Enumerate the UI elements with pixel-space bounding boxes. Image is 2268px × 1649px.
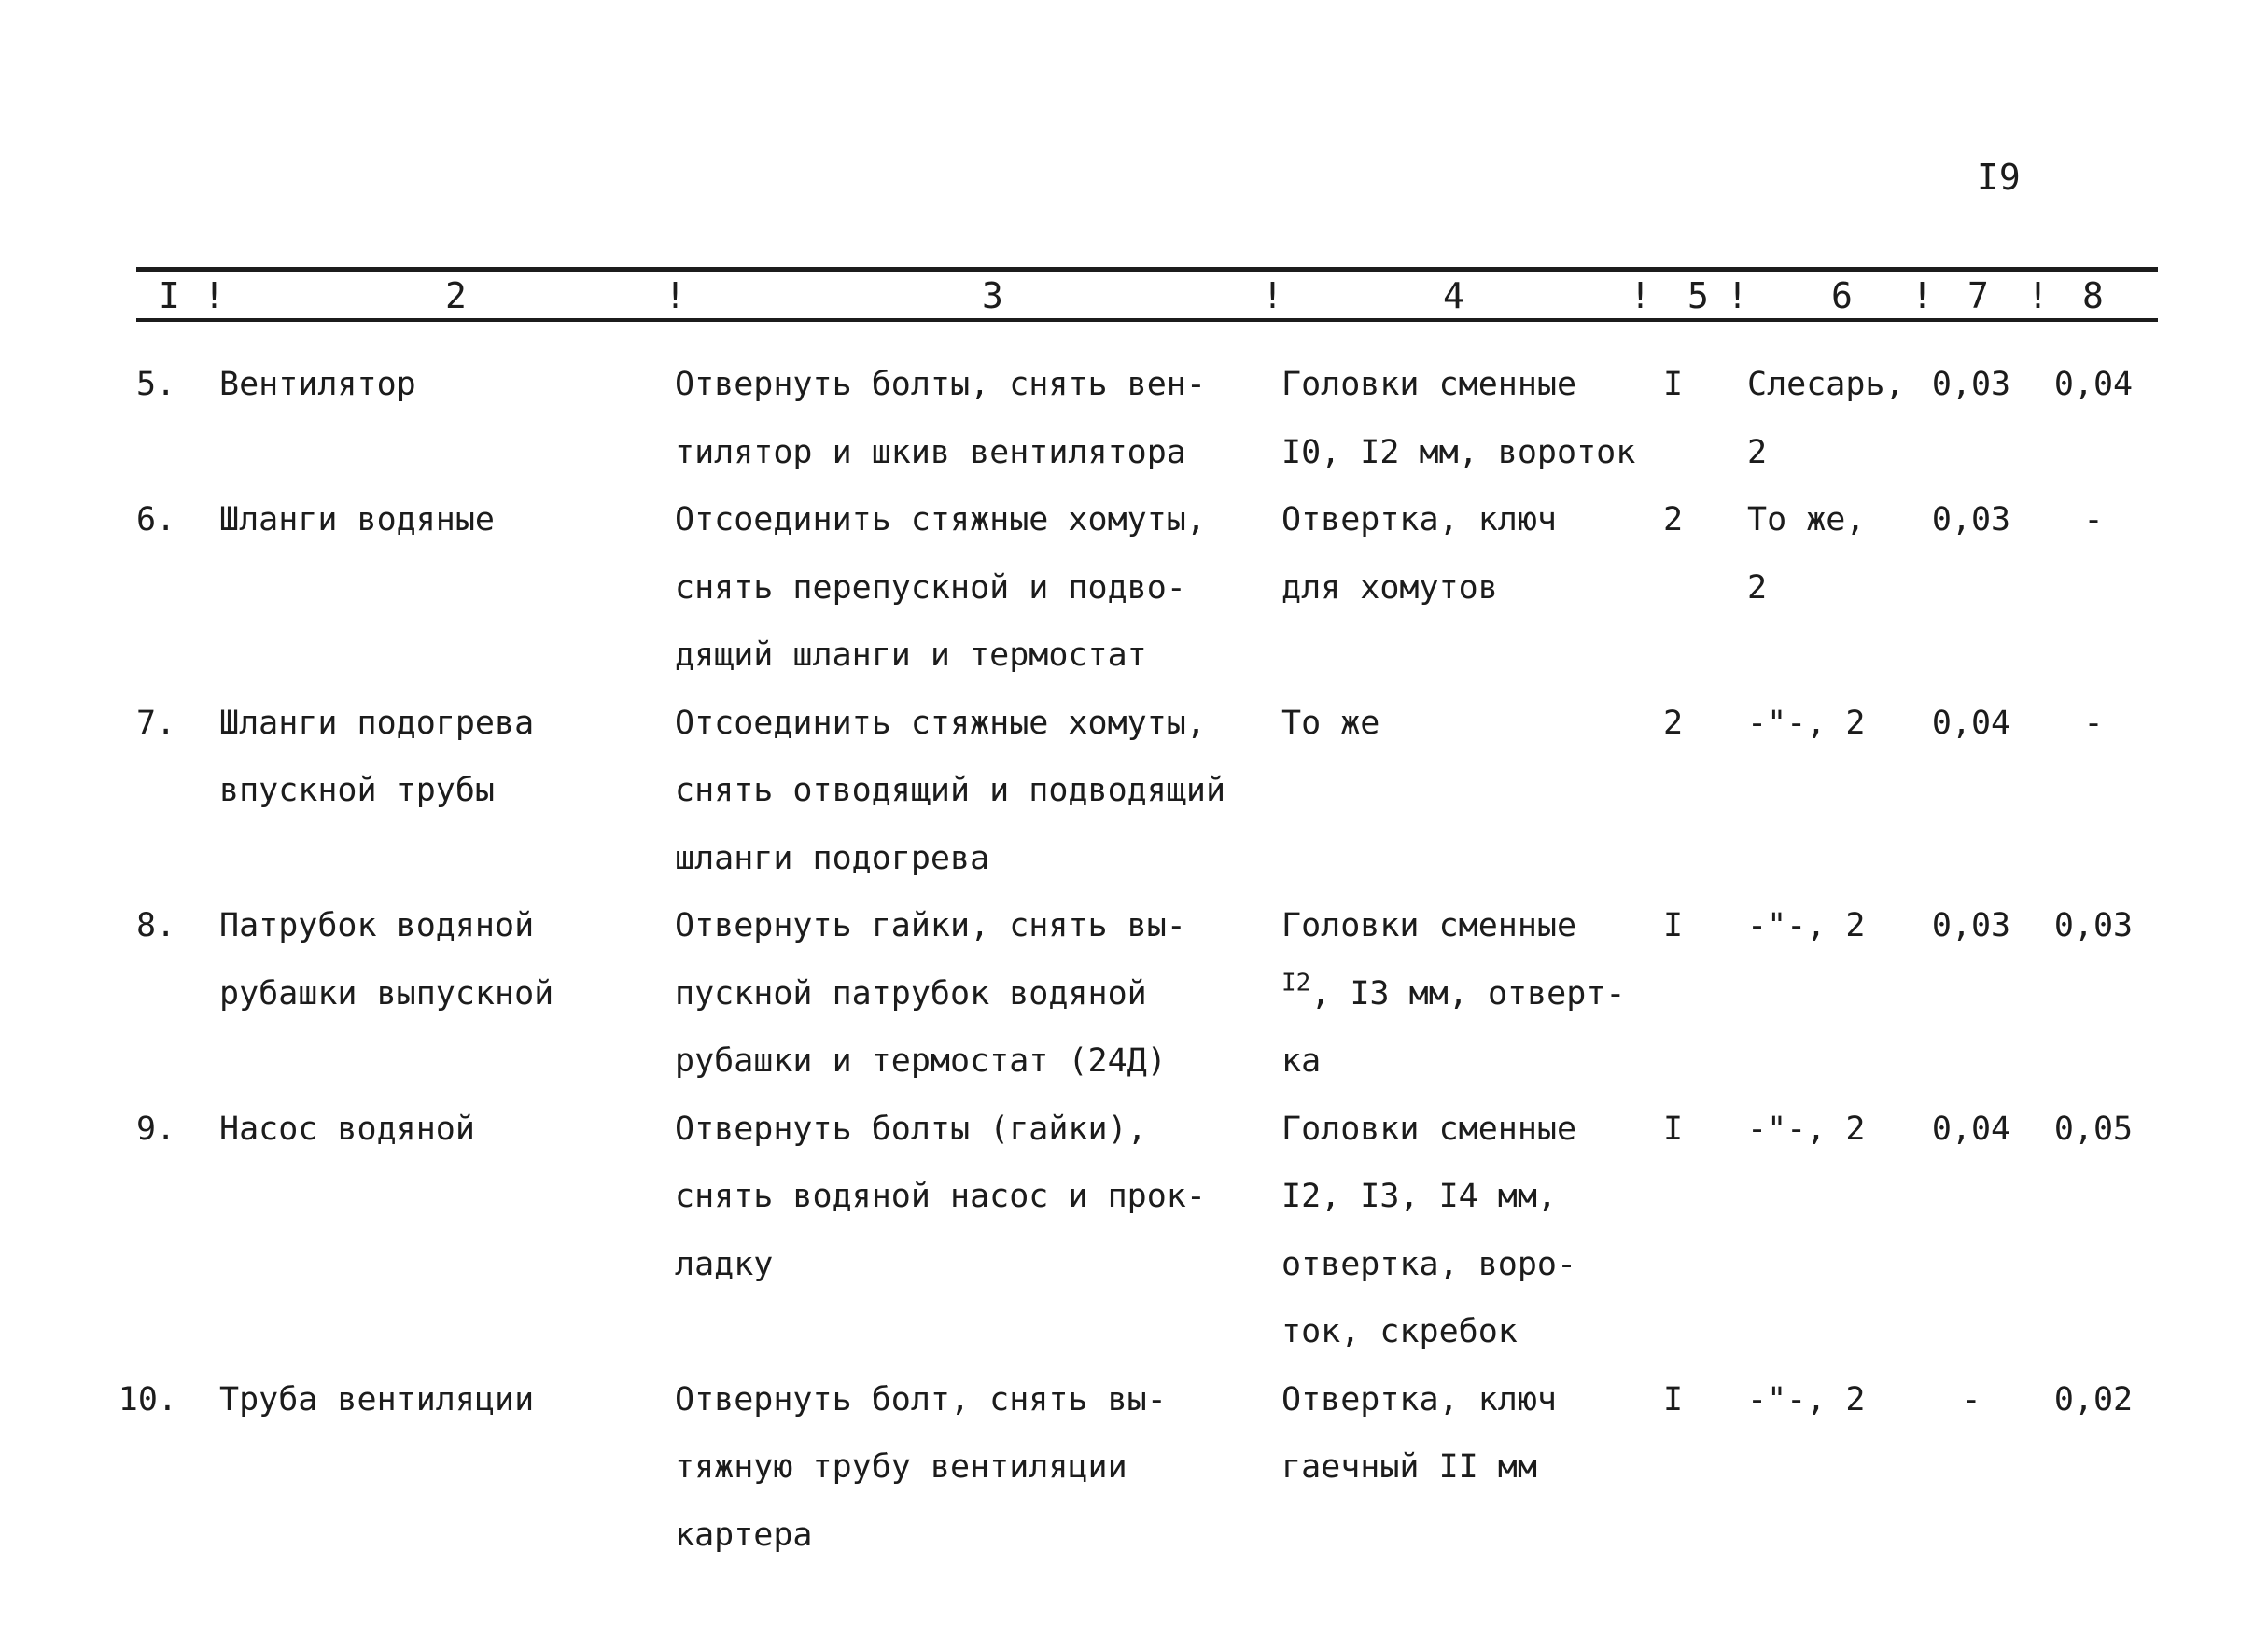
tools-line: Отвертка, ключ [1281, 501, 1558, 538]
operation-line: тилятор и шкив вентилятора [675, 433, 1186, 471]
col7-value: 0,04 [1931, 704, 2011, 742]
tools-superscript: I2 [1281, 969, 1311, 998]
column-header-1: I [159, 275, 180, 316]
page-number: I9 [1977, 157, 2022, 198]
col8-value: 0,03 [2053, 907, 2134, 944]
worker-line: -"-, 2 [1747, 1110, 1866, 1148]
column-header-5: 5 [1687, 275, 1709, 316]
worker-line: -"-, 2 [1747, 704, 1866, 742]
part-name: Шланги водяные [219, 501, 496, 538]
tools-line: Головки сменные [1281, 366, 1577, 403]
operation-line: снять перепускной и подво- [675, 568, 1186, 607]
worker-line: Слесарь, [1747, 366, 1905, 403]
column-separator: ! [1727, 275, 1748, 316]
col5-value: I [1663, 366, 1684, 403]
worker-line: -"-, 2 [1747, 907, 1866, 944]
worker-line: 2 [1747, 568, 1768, 607]
row-number: 10. [118, 1380, 177, 1418]
part-name: Насос водяной [219, 1110, 475, 1148]
row-number: 6. [136, 501, 176, 538]
operation-line: Отвернуть болты (гайки), [675, 1110, 1147, 1148]
operation-line: снять отводящий и подводящий [675, 772, 1226, 809]
column-header-8: 8 [2082, 275, 2104, 316]
worker-line: То же, [1747, 501, 1866, 538]
part-name: Вентилятор [219, 366, 416, 403]
operation-line: Отвернуть болт, снять вы- [675, 1380, 1167, 1418]
column-header-3: 3 [982, 275, 1003, 316]
row-number: 7. [136, 704, 176, 742]
col7-value: - [1961, 1380, 1981, 1418]
col7-value: 0,03 [1931, 501, 2011, 538]
operation-line: Отсоединить стяжные хомуты, [675, 704, 1206, 742]
tools-line: I0, I2 мм, вороток [1281, 433, 1636, 471]
part-name: Патрубок водяной [219, 907, 535, 944]
col7-value: 0,03 [1931, 907, 2011, 944]
tools-line: Головки сменные [1281, 1110, 1577, 1148]
col5-value: I [1663, 1380, 1684, 1418]
operation-line: рубашки и термостат (24Д) [675, 1042, 1167, 1080]
operation-line: ладку [675, 1245, 774, 1283]
row-number: 5. [136, 366, 176, 403]
tools-line: для хомутов [1281, 568, 1498, 607]
operation-line: шланги подогрева [675, 839, 990, 877]
tools-line: ка [1281, 1042, 1322, 1080]
operation-line: картера [675, 1516, 813, 1554]
part-name: впускной трубы [219, 772, 496, 809]
part-name: Труба вентиляции [219, 1380, 535, 1418]
part-name: Шланги подогрева [219, 704, 535, 742]
col5-value: I [1663, 1110, 1684, 1148]
tools-line: I2, I3, I4 мм, [1281, 1178, 1558, 1215]
row-number: 9. [136, 1110, 176, 1148]
tools-line [1281, 960, 1625, 1028]
column-separator: ! [1630, 275, 1651, 316]
operation-line: дящий шланги и термостат [675, 636, 1147, 674]
col7-value: 0,04 [1931, 1110, 2011, 1148]
operation-line: пускной патрубок водяной [675, 974, 1147, 1013]
col5-value: 2 [1663, 501, 1684, 538]
column-separator: ! [2027, 275, 2049, 316]
operation-line: тяжную трубу вентиляции [675, 1448, 1127, 1486]
col8-value: - [2083, 704, 2104, 742]
col5-value: 2 [1663, 704, 1684, 742]
tools-line: отвертка, воро- [1281, 1245, 1577, 1283]
tools-line: Отвертка, ключ [1281, 1380, 1558, 1418]
tools-line: То же [1281, 704, 1380, 742]
column-header-4: 4 [1443, 275, 1464, 316]
part-name: рубашки выпускной [219, 974, 554, 1013]
column-header-7: 7 [1967, 275, 1989, 316]
tools-line: Головки сменные [1281, 907, 1577, 944]
column-separator: ! [203, 275, 225, 316]
row-number: 8. [136, 907, 176, 944]
column-header-6: 6 [1831, 275, 1853, 316]
operation-line: Отсоединить стяжные хомуты, [675, 501, 1206, 538]
worker-line: 2 [1747, 433, 1768, 471]
col7-value: 0,03 [1931, 366, 2011, 403]
column-header-2: 2 [445, 275, 467, 316]
operation-line: Отвернуть гайки, снять вы- [675, 907, 1186, 944]
worker-line: -"-, 2 [1747, 1380, 1866, 1418]
column-separator: ! [665, 275, 686, 316]
column-separator: ! [1911, 275, 1933, 316]
tools-line: ток, скребок [1281, 1313, 1518, 1350]
operation-line: Отвернуть болты, снять вен- [675, 366, 1206, 403]
col8-value: 0,04 [2053, 366, 2134, 403]
col8-value: 0,02 [2053, 1380, 2134, 1418]
tools-line-rest: , I3 мм, отверт- [1310, 974, 1626, 1013]
operation-line: снять водяной насос и прок- [675, 1178, 1206, 1215]
col8-value: - [2083, 501, 2104, 538]
col8-value: 0,05 [2053, 1110, 2134, 1148]
col5-value: I [1663, 907, 1684, 944]
header-bottom-rule [136, 318, 2158, 322]
column-separator: ! [1262, 275, 1283, 316]
header-top-rule [136, 267, 2158, 272]
tools-line: гаечный II мм [1281, 1448, 1537, 1486]
